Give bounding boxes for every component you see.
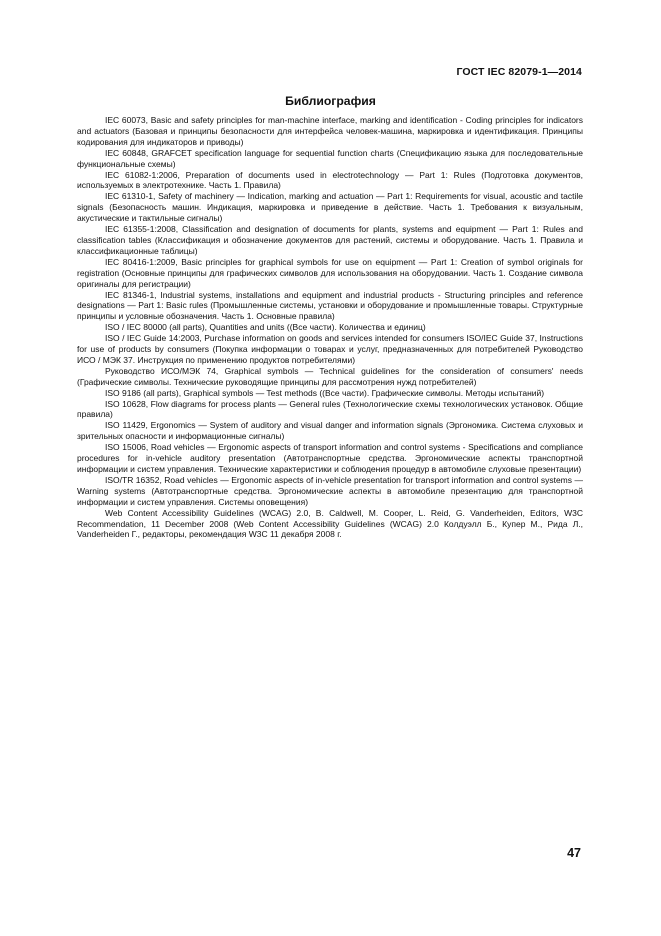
reference-item: Руководство ИСО/МЭК 74, Graphical symbols — Technical guidelines for the consideration of consumers' needs (Графические символы. Технические руководящие принципы для рассмотрения нужд потребителей) (77, 365, 583, 387)
reference-item: IEC 60073, Basic and safety principles for man-machine interface, marking and identification - Coding principles for indicators and actuators (Базовая и принципы безопасности для интерфейса человек-машина, маркировка и идентификация. Принципы кодирования для индикаторов и приводы) (77, 115, 583, 147)
page-title: Библиография (285, 94, 376, 108)
reference-item: ISO 11429, Ergonomics — System of auditory and visual danger and information signals (Эргономика. Система слуховых и зрительных опасности и информационные сигналы) (77, 420, 583, 442)
reference-item: IEC 61355-1:2008, Classification and designation of documents for plants, systems and equipment — Part 1: Rules and classification tables (Классификация и обозначение документов для растений, системы и оборудование. Часть 1. Правила и классификационные таблицы) (77, 224, 583, 256)
reference-item: IEC 60848, GRAFCET specification language for sequential function charts (Спецификацию языка для последовательные функциональные схемы) (77, 147, 583, 169)
document-id: ГОСТ IEC 82079-1—2014 (456, 66, 582, 78)
reference-item: IEC 61310-1, Safety of machinery — Indication, marking and actuation — Part 1: Requirements for visual, acoustic and tactile signals (Безопасность машин. Индикация, маркировка и приведение в действие. Часть 1. Требования к визуальным, акустические и тактильные сигналы) (77, 191, 583, 224)
reference-item: ISO 15006, Road vehicles — Ergonomic aspects of transport information and control systems - Specifications and compliance procedures for in-vehicle auditory presentation (Автотранспортные средства. Эргономические аспекты транспортной информации и систем управления. Технические характеристики и соблюдения процедур в автомобиле слуховые презентации) (77, 442, 583, 474)
reference-item: IEC 81346-1, Industrial systems, installations and equipment and industrial products - Structuring principles and reference designations — Part 1: Basic rules (Промышленные системы, установки и оборудование и промышленные товары. Структурные принципы и условные обозначения. Часть 1. Основные правила) (77, 289, 583, 322)
reference-item: ISO/TR 16352, Road vehicles — Ergonomic aspects of in-vehicle presentation for transport information and control systems — Warning systems (Автотранспортные средства. Эргономические аспекты в автомобиле презентацию для транспортной информации и систем управления. Системы оповещения) (77, 474, 583, 507)
reference-item: ISO 9186 (all parts), Graphical symbols — Test methods ((Все части). Графические символы. Методы испытаний) (105, 387, 545, 398)
bibliography-list (77, 115, 583, 540)
reference-item: Web Content Accessibility Guidelines (WCAG) 2.0, B. Caldwell, M. Cooper, L. Reid, G. Vanderheiden, Editors, W3C Recommendation, 11 December 2008 (Web Content Accessibility Guidelines (WCAG) 2.0 Колдуэлл Б., Купер М., Рида Л., Vanderheiden Г., редакторы, рекомендация W3C 11 декабря 2008 г. (77, 507, 583, 540)
reference-item: ISO 10628, Flow diagrams for process plants — General rules (Технологические схемы технологических установок. Общие правила) (77, 398, 583, 420)
reference-item: ISO / IEC Guide 14:2003, Purchase information on goods and services intended for consumers ISO/IEC Guide 37, Instructions for use of products by consumers (Покупка информации о товарах и услуг, предназначенных для потребителей Руководство ИСО / МЭК 37. Инструкция по применению продуктов потребителями) (77, 333, 583, 365)
reference-item: IEC 61082-1:2006, Preparation of documents used in electrotechnology — Part 1: Rules (Подготовка документов, используемых в электротехнике. Часть 1. Правила) (77, 169, 583, 191)
page-number: 47 (567, 846, 581, 860)
reference-item: ISO / IEC 80000 (all parts), Quantities and units ((Все части). Количества и единиц) (105, 322, 426, 333)
reference-item: IEC 80416-1:2009, Basic principles for graphical symbols for use on equipment — Part 1: Creation of symbol originals for registration (Основные принципы для графических символов для использования на оборудовании. Часть 1. Создание символа оригиналы для регистрации) (77, 256, 583, 289)
